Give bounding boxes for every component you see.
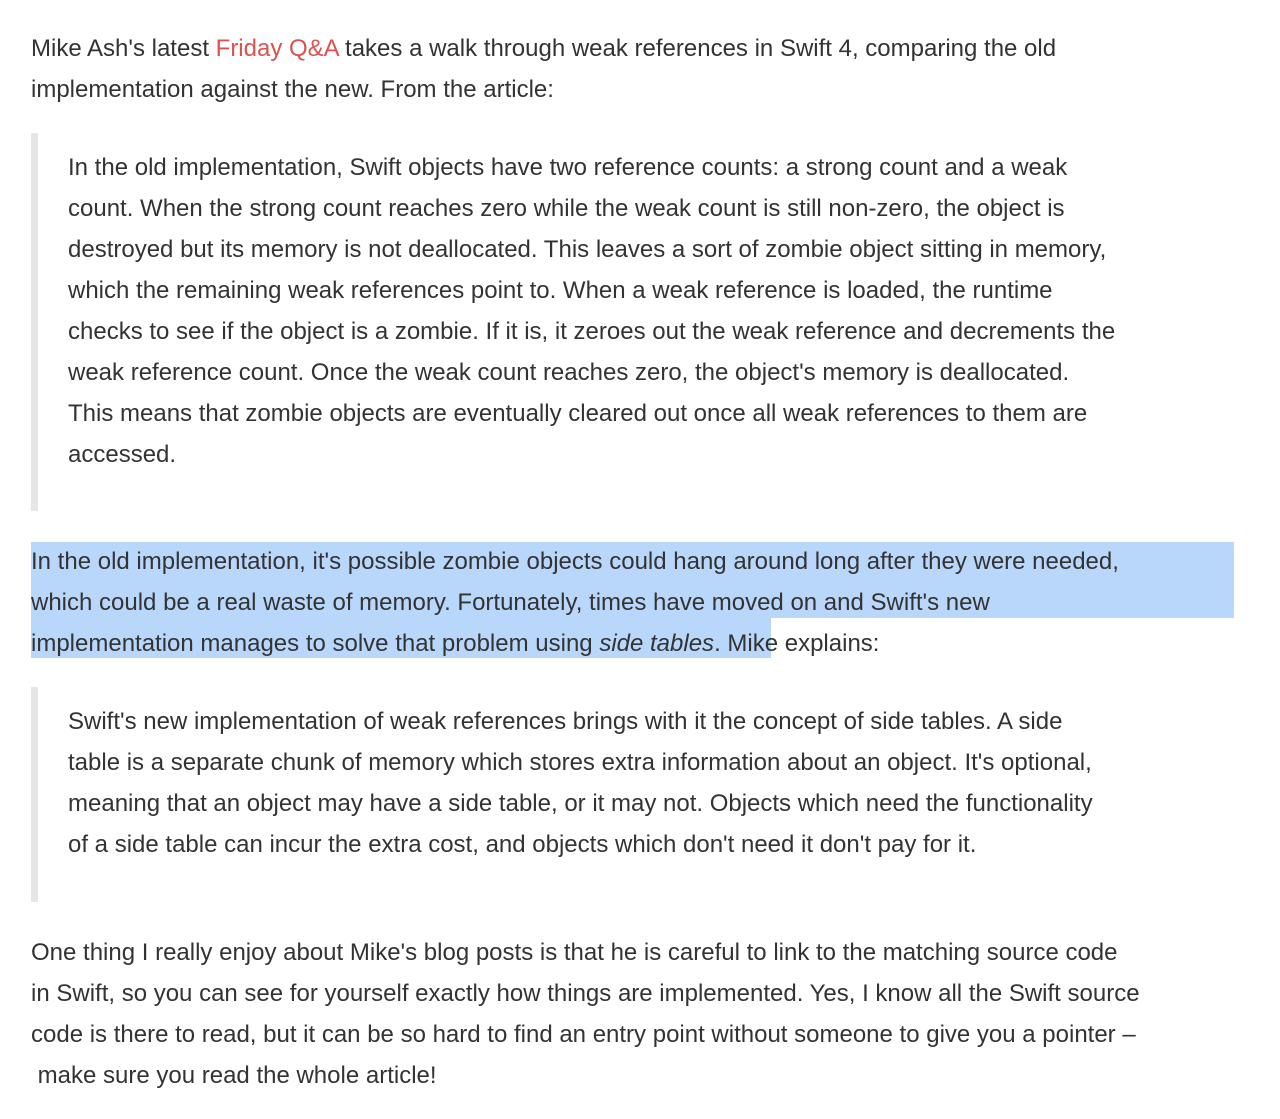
quote1-line: which the remaining weak references point to. When a weak reference is loaded, the runtime — [68, 277, 1053, 304]
middle-line-3-suffix: . Mike explains: — [714, 630, 880, 657]
closing-paragraph — [31, 932, 1140, 1096]
middle-line-3 — [31, 623, 1119, 664]
closing-line: One thing I really enjoy about Mike's blog posts is that he is careful to link to the matching source code — [31, 939, 1118, 966]
quote1-line: destroyed but its memory is not deallocated. This leaves a sort of zombie object sitting in memory, — [68, 236, 1107, 263]
quote1-text — [68, 147, 1115, 475]
closing-line: code is there to read, but it can be so hard to find an entry point without someone to give you a pointer – — [31, 1021, 1136, 1048]
quote1-line: This means that zombie objects are eventually cleared out once all weak references to them are — [68, 400, 1088, 427]
quote1-line: In the old implementation, Swift objects have two reference counts: a strong count and a weak — [68, 154, 1068, 181]
quote2-line: meaning that an object may have a side table, or it may not. Objects which need the functionality — [68, 790, 1093, 817]
closing-line: in Swift, so you can see for yourself exactly how things are implemented. Yes, I know all the Swift source — [31, 980, 1140, 1007]
middle-line-3-prefix: implementation manages to solve that problem using — [31, 630, 600, 657]
quote2-line: Swift's new implementation of weak references brings with it the concept of side tables. A side — [68, 708, 1063, 735]
intro-prefix: Mike Ash's latest — [31, 35, 216, 62]
quote2-text — [68, 701, 1093, 865]
intro-paragraph — [31, 28, 1056, 110]
closing-line: make sure you read the whole article! — [31, 1062, 437, 1089]
intro-suffix: takes a walk through weak references in Swift 4, comparing the old — [338, 35, 1057, 62]
middle-paragraph[interactable] — [31, 541, 1119, 664]
middle-line-1: In the old implementation, it's possible zombie objects could hang around long after they were needed, — [31, 548, 1119, 575]
blockquote-side-tables — [31, 687, 1211, 902]
quote1-line: weak reference count. Once the weak count reaches zero, the object's memory is deallocated. — [68, 359, 1070, 386]
intro-line-1 — [31, 28, 1056, 69]
quote1-line: accessed. — [68, 441, 177, 468]
blockquote-old-implementation — [31, 133, 1211, 511]
quote1-line: count. When the strong count reaches zero while the weak count is still non-zero, the object is — [68, 195, 1065, 222]
quote2-line: of a side table can incur the extra cost, and objects which don't need it don't pay for it. — [68, 831, 977, 858]
side-tables-emphasis: side tables — [599, 630, 715, 657]
quote2-line: table is a separate chunk of memory which stores extra information about an object. It's optional, — [68, 749, 1092, 776]
middle-line-2: which could be a real waste of memory. Fortunately, times have moved on and Swift's new — [31, 589, 990, 616]
intro-line-2: implementation against the new. From the article: — [31, 76, 554, 103]
quote1-line: checks to see if the object is a zombie. If it is, it zeroes out the weak reference and decrements the — [68, 318, 1116, 345]
friday-qa-link[interactable]: Friday Q&A — [215, 35, 339, 62]
